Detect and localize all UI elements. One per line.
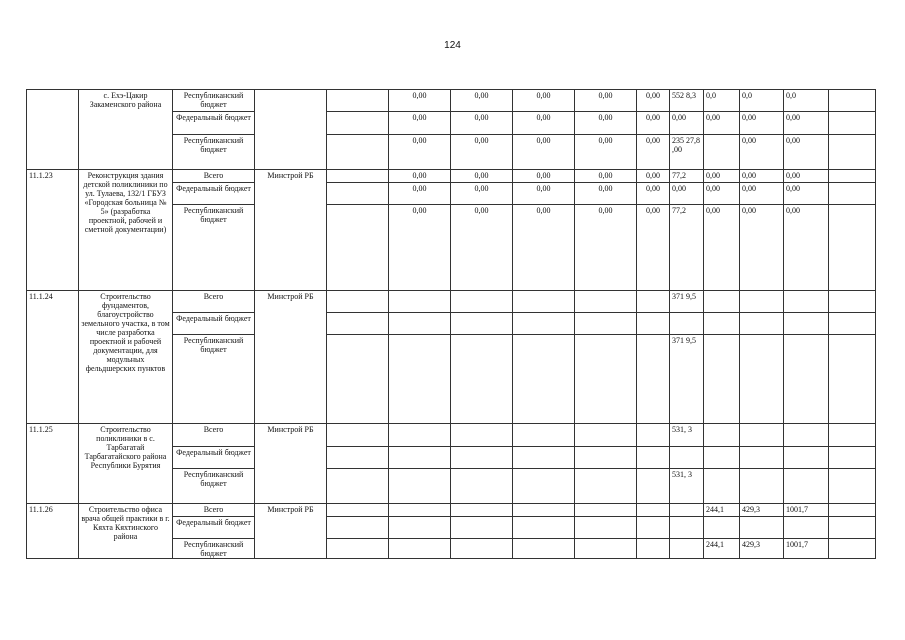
value-cell [829, 517, 876, 539]
object-name-cell: с. Ехэ-Цакир Закаменского района [79, 90, 173, 170]
value-cell: 0,00 [575, 183, 637, 205]
value-cell [513, 539, 575, 559]
object-name-cell: Реконструкция здания детской поликлиники по ул. Тулаева, 132/1 ГБУЗ «Городская больница № 5» (разработка проектной, рабочей и сметной документации) [79, 170, 173, 291]
value-cell: 0,00 [740, 183, 784, 205]
value-cell [389, 447, 451, 469]
value-cell [829, 291, 876, 313]
value-cell: 0,00 [704, 112, 740, 135]
value-cell [637, 424, 670, 447]
value-cell [575, 313, 637, 335]
value-cell [637, 517, 670, 539]
value-cell: 0,00 [451, 90, 513, 112]
value-cell: 0,00 [575, 112, 637, 135]
value-cell: 0,0 [740, 90, 784, 112]
value-cell [829, 335, 876, 424]
page-number: 124 [444, 40, 461, 51]
value-cell [829, 135, 876, 170]
value-cell: 429,3 [740, 539, 784, 559]
value-cell [784, 424, 829, 447]
value-cell [327, 447, 389, 469]
value-cell [513, 517, 575, 539]
funding-source-cell: Всего [173, 424, 255, 447]
value-cell: 0,00 [784, 205, 829, 291]
value-cell [451, 447, 513, 469]
value-cell [704, 469, 740, 504]
value-cell: 0,00 [389, 170, 451, 183]
value-cell [513, 469, 575, 504]
value-cell [637, 504, 670, 517]
value-cell [740, 335, 784, 424]
value-cell [575, 539, 637, 559]
value-cell [784, 335, 829, 424]
value-cell [829, 424, 876, 447]
value-cell: 0,00 [637, 112, 670, 135]
value-cell [704, 335, 740, 424]
value-cell [704, 424, 740, 447]
value-cell: 244,1 [704, 504, 740, 517]
value-cell [829, 170, 876, 183]
value-cell [327, 424, 389, 447]
funding-source-cell: Федеральный бюджет [173, 183, 255, 205]
value-cell [829, 112, 876, 135]
value-cell [327, 291, 389, 313]
value-cell: 77,2 [670, 170, 704, 183]
value-cell [740, 469, 784, 504]
value-cell: 0,00 [784, 170, 829, 183]
value-cell: 1001,7 [784, 539, 829, 559]
value-cell [784, 517, 829, 539]
value-cell: 0,00 [389, 135, 451, 170]
value-cell: 0,00 [451, 112, 513, 135]
value-cell: 0,00 [389, 183, 451, 205]
value-cell [829, 313, 876, 335]
value-cell [513, 424, 575, 447]
value-cell [327, 90, 389, 112]
value-cell [513, 504, 575, 517]
value-cell [327, 313, 389, 335]
value-cell: 0,00 [451, 183, 513, 205]
value-cell: 0,00 [513, 90, 575, 112]
value-cell: 429,3 [740, 504, 784, 517]
value-cell [670, 539, 704, 559]
object-name-cell: Строительство фундаментов, благоустройство земельного участка, в том числе разработка проектной и рабочей документации, для модульных фельдшерских пунктов [79, 291, 173, 424]
value-cell: 77,2 [670, 205, 704, 291]
value-cell [829, 90, 876, 112]
value-cell [829, 539, 876, 559]
object-name-cell: Строительство офиса врача общей практики в г. Кяхта Кяхтинского района [79, 504, 173, 559]
funding-source-cell: Федеральный бюджет [173, 313, 255, 335]
value-cell [704, 313, 740, 335]
value-cell [704, 447, 740, 469]
value-cell [513, 291, 575, 313]
value-cell [389, 335, 451, 424]
table-row [27, 90, 876, 112]
value-cell: 0,00 [704, 183, 740, 205]
value-cell [389, 424, 451, 447]
value-cell: 0,00 [704, 205, 740, 291]
funding-source-cell: Республиканский бюджет [173, 539, 255, 559]
funding-source-cell: Республиканский бюджет [173, 469, 255, 504]
value-cell: 0,00 [451, 205, 513, 291]
value-cell: 0,00 [670, 112, 704, 135]
funding-source-cell: Всего [173, 291, 255, 313]
value-cell [784, 291, 829, 313]
value-cell [575, 517, 637, 539]
value-cell: 244,1 [704, 539, 740, 559]
value-cell [451, 539, 513, 559]
value-cell: 0,00 [740, 205, 784, 291]
value-cell [451, 313, 513, 335]
value-cell [704, 135, 740, 170]
value-cell [327, 135, 389, 170]
value-cell [637, 447, 670, 469]
value-cell: 0,00 [575, 205, 637, 291]
value-cell [784, 447, 829, 469]
value-cell: 235 27,8 ,00 [670, 135, 704, 170]
value-cell [637, 469, 670, 504]
agency-cell [255, 90, 327, 170]
value-cell: 531, 3 [670, 424, 704, 447]
value-cell: 371 9,5 [670, 291, 704, 313]
value-cell [829, 183, 876, 205]
value-cell: 0,00 [740, 135, 784, 170]
value-cell [389, 539, 451, 559]
value-cell: 0,00 [389, 205, 451, 291]
value-cell: 0,00 [575, 90, 637, 112]
value-cell [389, 504, 451, 517]
value-cell [637, 313, 670, 335]
value-cell: 0,00 [740, 170, 784, 183]
value-cell: 0,00 [575, 170, 637, 183]
value-cell [327, 517, 389, 539]
funding-source-cell: Всего [173, 170, 255, 183]
value-cell [327, 539, 389, 559]
value-cell: 0,00 [784, 183, 829, 205]
table-row [27, 291, 876, 313]
value-cell [389, 517, 451, 539]
value-cell [575, 504, 637, 517]
value-cell [829, 205, 876, 291]
value-cell: 371 9,5 [670, 335, 704, 424]
value-cell [327, 170, 389, 183]
value-cell [704, 291, 740, 313]
value-cell [451, 517, 513, 539]
agency-cell: Минстрой РБ [255, 504, 327, 559]
value-cell [575, 291, 637, 313]
object-name-cell: Строительство поликлиники в с. Тарбагатай Тарбагатайского района Республики Бурятия [79, 424, 173, 504]
table-row [27, 424, 876, 447]
value-cell: 0,00 [389, 112, 451, 135]
value-cell [389, 291, 451, 313]
value-cell [670, 517, 704, 539]
value-cell [670, 504, 704, 517]
value-cell: 0,00 [784, 135, 829, 170]
value-cell [740, 517, 784, 539]
funding-source-cell: Федеральный бюджет [173, 447, 255, 469]
value-cell [740, 447, 784, 469]
value-cell: 0,00 [389, 90, 451, 112]
value-cell [513, 447, 575, 469]
value-cell: 0,00 [513, 183, 575, 205]
agency-cell: Минстрой РБ [255, 291, 327, 424]
row-code-cell: 11.1.25 [27, 424, 79, 504]
value-cell [451, 424, 513, 447]
value-cell [829, 469, 876, 504]
value-cell [389, 313, 451, 335]
value-cell [327, 504, 389, 517]
row-code-cell: 11.1.26 [27, 504, 79, 559]
value-cell: 0,00 [784, 112, 829, 135]
table-row [27, 170, 876, 183]
row-code-cell: 11.1.23 [27, 170, 79, 291]
value-cell [637, 291, 670, 313]
value-cell [327, 469, 389, 504]
funding-source-cell: Республиканский бюджет [173, 335, 255, 424]
budget-table [26, 89, 876, 559]
value-cell [670, 313, 704, 335]
value-cell [637, 539, 670, 559]
value-cell: 552 8,3 [670, 90, 704, 112]
value-cell: 0,00 [513, 135, 575, 170]
value-cell: 0,00 [451, 135, 513, 170]
value-cell [704, 517, 740, 539]
value-cell: 1001,7 [784, 504, 829, 517]
value-cell [513, 335, 575, 424]
funding-source-cell: Федеральный бюджет [173, 517, 255, 539]
value-cell: 0,00 [513, 205, 575, 291]
value-cell [513, 313, 575, 335]
row-code-cell [27, 90, 79, 170]
value-cell [389, 469, 451, 504]
value-cell [327, 335, 389, 424]
value-cell: 0,00 [740, 112, 784, 135]
value-cell: 0,00 [513, 170, 575, 183]
value-cell [451, 469, 513, 504]
value-cell: 0,00 [575, 135, 637, 170]
value-cell [575, 424, 637, 447]
value-cell [327, 112, 389, 135]
value-cell [451, 335, 513, 424]
value-cell [575, 469, 637, 504]
agency-cell: Минстрой РБ [255, 170, 327, 291]
value-cell: 0,00 [704, 170, 740, 183]
value-cell: 0,00 [670, 183, 704, 205]
funding-source-cell: Республиканский бюджет [173, 205, 255, 291]
value-cell [575, 447, 637, 469]
value-cell: 0,00 [637, 183, 670, 205]
value-cell [829, 504, 876, 517]
value-cell: 0,00 [637, 205, 670, 291]
funding-source-cell: Федеральный бюджет [173, 112, 255, 135]
value-cell [451, 504, 513, 517]
value-cell [784, 469, 829, 504]
value-cell [740, 291, 784, 313]
value-cell [327, 205, 389, 291]
value-cell [784, 313, 829, 335]
value-cell [451, 291, 513, 313]
value-cell [327, 183, 389, 205]
value-cell: 0,00 [637, 135, 670, 170]
value-cell: 0,00 [513, 112, 575, 135]
funding-source-cell: Республиканский бюджет [173, 135, 255, 170]
value-cell: 0,00 [451, 170, 513, 183]
value-cell: 0,0 [704, 90, 740, 112]
value-cell [829, 447, 876, 469]
funding-source-cell: Республиканский бюджет [173, 90, 255, 112]
value-cell: 0,00 [637, 90, 670, 112]
value-cell: 0,0 [784, 90, 829, 112]
value-cell [740, 424, 784, 447]
value-cell [575, 335, 637, 424]
table-row [27, 504, 876, 517]
value-cell: 0,00 [637, 170, 670, 183]
value-cell: 531, 3 [670, 469, 704, 504]
funding-source-cell: Всего [173, 504, 255, 517]
table-body [27, 90, 876, 559]
row-code-cell: 11.1.24 [27, 291, 79, 424]
value-cell [740, 313, 784, 335]
value-cell [637, 335, 670, 424]
agency-cell: Минстрой РБ [255, 424, 327, 504]
value-cell [670, 447, 704, 469]
